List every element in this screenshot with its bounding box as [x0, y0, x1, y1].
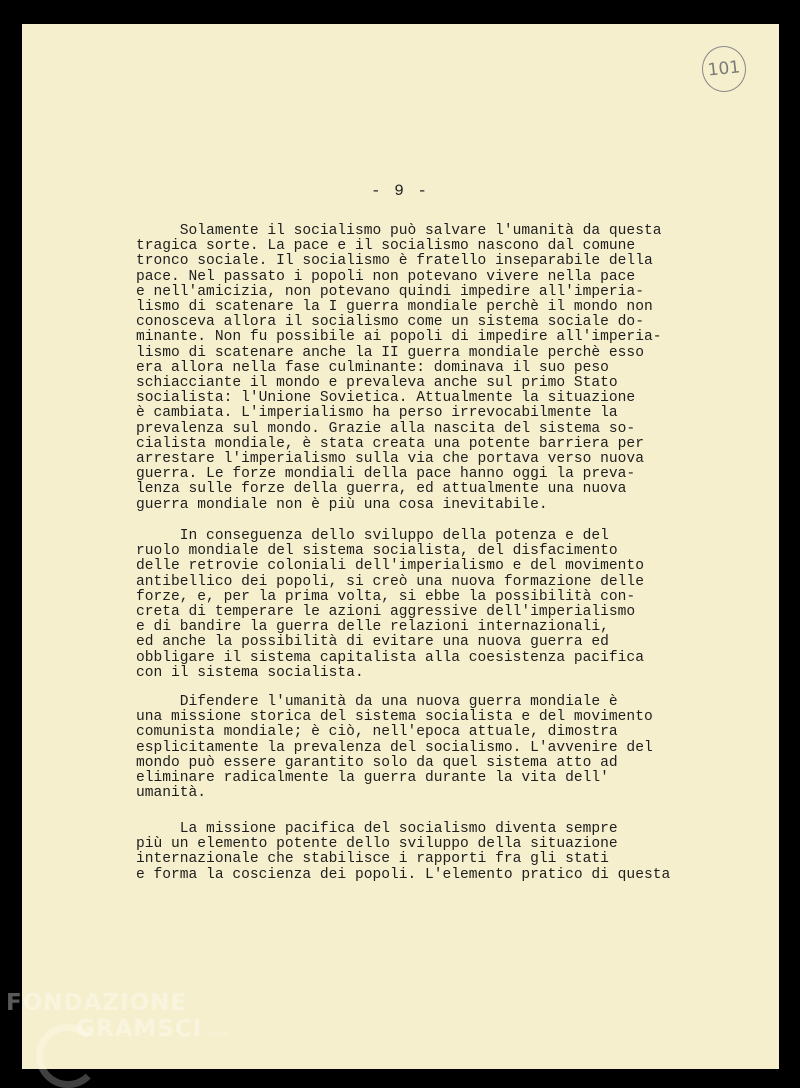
text-line: una missione storica del sistema socialista e del movimento [136, 709, 653, 726]
text-line: eliminare radicalmente la guerra durante la vita dell' [136, 770, 609, 787]
text-line: è cambiata. L'imperialismo ha perso irrevocabilmente la [136, 405, 618, 422]
text-line: umanità. [136, 785, 207, 802]
text-line: più un elemento potente dello sviluppo della situazione [136, 836, 618, 853]
text-line: In conseguenza dello sviluppo della potenza e del [136, 528, 609, 544]
text-line: La missione pacifica del socialismo diventa sempre [136, 821, 618, 837]
text-line: comunista mondiale; è ciò, nell'epoca attuale, dimostra [136, 724, 618, 741]
text-line: internazionale che stabilisce i rapporti fra gli stati [136, 851, 609, 868]
text-line: socialista: l'Unione Sovietica. Attualmente la situazione [136, 390, 636, 407]
text-line: lismo di scatenare la I guerra mondiale perchè il mondo non [136, 299, 653, 316]
text-line: tragica sorte. La pace e il socialismo nascono dal comune [136, 238, 636, 255]
archive-page-mark: 101 [700, 44, 749, 94]
text-line: e di bandire la guerra delle relazioni internazionali, [136, 619, 609, 636]
paragraph-4 [136, 822, 726, 883]
text-line: antibellico dei popoli, si creò una nuova formazione delle [136, 573, 644, 590]
text-line: guerra. Le forze mondiali della pace hanno oggi la preva- [136, 466, 636, 483]
paragraph-1 [136, 224, 726, 513]
text-line: pace. Nel passato i popoli non potevano vivere nella pace [136, 268, 636, 285]
text-line: con il sistema socialista. [136, 664, 364, 681]
text-line: e forma la coscienza dei popoli. L'elemento pratico di questa [136, 866, 671, 883]
text-line: forze, e, per la prima volta, si ebbe la possibilità con- [136, 588, 636, 605]
text-line: conosceva allora il socialismo come un sistema sociale do- [136, 314, 644, 331]
watermark-line-1: FONDAZIONE [6, 990, 188, 1016]
text-line: e nell'amicizia, non potevano quindi impedire all'imperia- [136, 283, 644, 300]
text-line: era allora nella fase culminante: dominava il suo peso [136, 359, 609, 376]
text-line: delle retrovie coloniali dell'imperialismo e del movimento [136, 558, 644, 575]
text-line: lismo di scatenare anche la II guerra mondiale perchè esso [136, 344, 644, 361]
text-line: mondo può essere garantito solo da quel sistema atto ad [136, 754, 618, 771]
text-line: tronco sociale. Il socialismo è fratello inseparabile della [136, 253, 653, 270]
watermark-line-2: GRAMSCI onlus [76, 1016, 230, 1042]
paragraph-2 [136, 529, 726, 681]
text-line: esplicitamente la prevalenza del socialismo. L'avvenire del [136, 739, 653, 756]
text-line: guerra mondiale non è più una cosa inevitabile. [136, 496, 548, 513]
paragraph-3 [136, 695, 726, 801]
text-line: minante. Non fu possibile ai popoli di impedire all'imperia- [136, 329, 662, 346]
text-line: obbligare il sistema capitalista alla coesistenza pacifica [136, 649, 644, 666]
text-line: prevalenza sul mondo. Grazie alla nascita del sistema so- [136, 420, 636, 437]
watermark-g-icon [36, 1024, 100, 1088]
watermark-logo [6, 990, 230, 1047]
text-line: ruolo mondiale del sistema socialista, del disfacimento [136, 543, 618, 560]
text-line: cialista mondiale, è stata creata una potente barriera per [136, 435, 644, 452]
text-line: Difendere l'umanità da una nuova guerra mondiale è [136, 694, 618, 710]
text-line: Solamente il socialismo può salvare l'umanità da questa [136, 223, 662, 239]
text-line: creta di temperare le azioni aggressive dell'imperialismo [136, 604, 636, 621]
text-line: arrestare l'imperialismo sulla via che portava verso nuova [136, 451, 644, 468]
text-line: schiacciante il mondo e prevaleva anche sul primo Stato [136, 375, 618, 392]
watermark-line-3: onlus [208, 1029, 230, 1038]
text-line: ed anche la possibilità di evitare una nuova guerra ed [136, 634, 609, 651]
page-number: - 9 - [370, 182, 429, 200]
text-line: lenza sulle forze della guerra, ed attualmente una nuova [136, 481, 627, 498]
